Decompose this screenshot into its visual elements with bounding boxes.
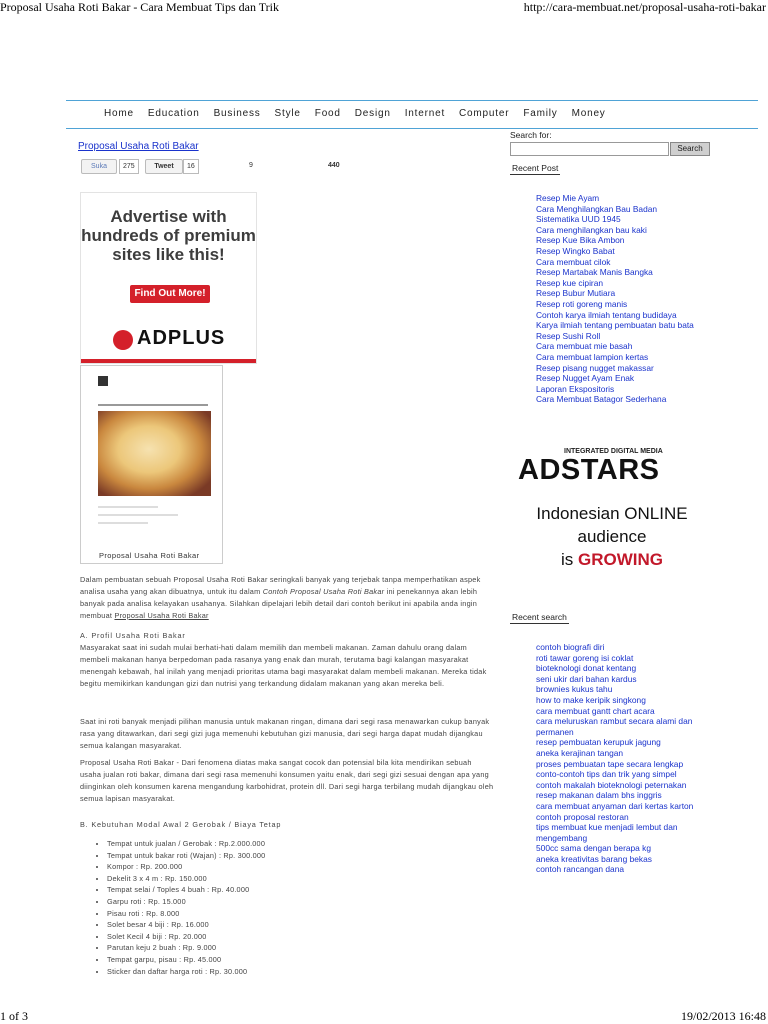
nav-style[interactable]: Style	[274, 108, 301, 119]
search-input[interactable]	[510, 142, 669, 156]
recent-post-link[interactable]: Cara membuat mie basah	[536, 341, 633, 352]
recent-search-link[interactable]: seni ukir dari bahan kardus	[536, 673, 637, 684]
recent-post-link[interactable]: Resep roti goreng manis	[536, 298, 628, 309]
list-item: • Solet besar 4 biji : Rp. 16.000	[107, 919, 265, 931]
doc-line	[98, 506, 158, 508]
recent-search-link[interactable]: contoh biografi diri	[536, 642, 605, 652]
top-nav	[66, 100, 758, 129]
adstars-message	[512, 502, 712, 571]
recent-post-link[interactable]: Cara Menghilangkan Bau Badan	[536, 203, 658, 214]
plus-count: 9	[246, 159, 256, 172]
nav-design[interactable]: Design	[354, 108, 391, 119]
recent-search-link[interactable]: cara meluruskan rambut secara alami dan permanen	[536, 716, 693, 737]
nav-money[interactable]: Money	[571, 108, 606, 119]
recent-search-link[interactable]: brownies kukus tahu	[536, 684, 613, 695]
ad-line-3a: is	[561, 550, 578, 569]
like-count: 275	[119, 159, 139, 174]
list-item: • Tempat selai / Toples 4 buah : Rp. 40.000	[107, 884, 265, 896]
p1-text-b: ini penekannya akan lebih banyak pada analisa kelayakan usahanya. Silahkan dipelajari lebih detail dari contoh berikut ini apabila anda ingin membuat	[80, 587, 478, 620]
recent-post-link[interactable]: Resep Martabak Manis Bangka	[536, 267, 653, 278]
recent-post-link[interactable]: Resep pisang nugget makassar	[536, 362, 654, 373]
recent-search-link[interactable]: proses pembuatan tape secara lengkap	[536, 758, 684, 769]
adplus-banner[interactable]	[80, 192, 257, 364]
recent-search-link[interactable]: how to make keripik singkong	[536, 694, 646, 705]
recent-post-link[interactable]: Resep Wingko Babat	[536, 245, 615, 256]
ad-line-2: audience	[577, 527, 647, 546]
share-count: 440	[325, 159, 343, 172]
recent-search-link[interactable]: roti tawar goreng isi coklat	[536, 652, 634, 663]
nav-family[interactable]: Family	[523, 108, 558, 119]
section-heading-b: B. Kebutuhan Modal Awal 2 Gerobak / Biaya Tetap	[80, 820, 282, 829]
search-label: Search for:	[510, 130, 552, 140]
recent-search-link[interactable]: contoh rancangan dana	[536, 864, 625, 875]
nav-home[interactable]: Home	[104, 108, 134, 119]
recent-post-link[interactable]: Cara membuat cilok	[536, 256, 611, 267]
nav-food[interactable]: Food	[314, 108, 341, 119]
recent-search-link[interactable]: bioteknologi donat kentang	[536, 663, 637, 674]
proposal-document-image[interactable]	[80, 365, 223, 564]
adstars-tagline: INTEGRATED DIGITAL MEDIA	[564, 448, 663, 455]
list-item: • Sticker dan daftar harga roti : Rp. 30.000	[107, 966, 265, 978]
recent-search-link[interactable]: contoh proposal restoran	[536, 811, 629, 822]
post-title-link[interactable]: Proposal Usaha Roti Bakar	[78, 141, 199, 152]
recent-search-link[interactable]: aneka kreativitas barang bekas	[536, 853, 652, 864]
tweet-button[interactable]: Tweet	[145, 159, 183, 174]
recent-post-link[interactable]: Cara menghilangkan bau kaki	[536, 224, 647, 235]
recent-search-link[interactable]: aneka kerajinan tangan	[536, 747, 624, 758]
list-item: • Dekelit 3 x 4 m : Rp. 150.000	[107, 873, 265, 885]
page-counter: 1 of 3	[0, 1009, 28, 1023]
list-item: • Garpu roti : Rp. 15.000	[107, 896, 265, 908]
cost-list	[96, 838, 265, 977]
recent-post-link[interactable]: Karya ilmiah tentang pembuatan batu bata	[536, 320, 694, 331]
nav-business[interactable]: Business	[213, 108, 261, 119]
p1-text-a: Dalam pembuatan sebuah Proposal Usaha Roti Bakar seringkali banyak yang terjebak tanpa memperhatikan aspek analisa usaha yang akan dibuatnya, untuk itu dalam	[80, 575, 481, 596]
recent-search-link[interactable]: conto-contoh tips dan trik yang simpel	[536, 769, 677, 780]
article-paragraph-2: Masyarakat saat ini sudah mulai berhati-hati dalam memilih dan membeli makanan. Zaman dahulu orang dalam membeli makanan hanya berpedoman pada rasanya yang enak dan murah, terutama bagi kalangan masyarakat menengah kebawah, hal inilah yang menjadi prioritas utama bagi masyarakat dalam membeli makanan. Mereka tidak begitu memikirkan kandungan gizi dan nutrisi yang terkandung didalam makanan yang akan mereka beli.	[80, 643, 487, 688]
recent-post-link[interactable]: Laporan Ekspositoris	[536, 383, 615, 394]
recent-search-link[interactable]: resep makanan dalam bhs inggris	[536, 790, 662, 801]
recent-search-link[interactable]: 500cc sama dengan berapa kg	[536, 843, 652, 854]
doc-logo-icon	[98, 376, 108, 386]
recent-post-link[interactable]: Resep Sushi Roll	[536, 330, 601, 341]
recent-post-link[interactable]: Cara Membuat Batagor Sederhana	[536, 394, 667, 405]
doc-line	[98, 522, 148, 524]
ad-line-3b: GROWING	[578, 550, 663, 569]
recent-post-link[interactable]: Resep Nugget Ayam Enak	[536, 373, 635, 384]
doc-rule	[98, 404, 208, 406]
recent-search-link[interactable]: cara membuat anyaman dari kertas karton	[536, 800, 694, 811]
page-title: Proposal Usaha Roti Bakar - Cara Membuat Tips dan Trik	[0, 0, 279, 14]
tweet-count: 16	[183, 159, 199, 174]
roti-bakar-photo	[98, 411, 211, 496]
recent-post-link[interactable]: Resep Mie Ayam	[536, 193, 600, 203]
recent-post-list	[536, 193, 716, 405]
recent-search-link[interactable]: contoh makalah bioteknologi peternakan	[536, 779, 687, 790]
find-out-more-button[interactable]: Find Out More!	[130, 285, 210, 303]
search-button[interactable]: Search	[670, 142, 710, 156]
list-item: • Tempat untuk jualan / Gerobak : Rp.2.000.000	[107, 838, 265, 850]
nav-internet[interactable]: Internet	[404, 108, 446, 119]
recent-search-heading: Recent search	[512, 612, 567, 622]
p1-link[interactable]: Proposal Usaha Roti Bakar	[114, 611, 209, 620]
p1-emphasis: Contoh Proposal Usaha Roti Bakar	[262, 587, 385, 596]
adstars-brand: ADSTARS	[518, 454, 660, 486]
list-item: • Parutan keju 2 buah : Rp. 9.000	[107, 942, 265, 954]
recent-search-link[interactable]: tips membuat kue menjadi lembut dan mengembang	[536, 822, 678, 843]
recent-post-link[interactable]: Resep Bubur Mutiara	[536, 288, 616, 299]
recent-post-heading: Recent Post	[512, 163, 559, 173]
nav-education[interactable]: Education	[147, 108, 200, 119]
print-datetime: 19/02/2013 16:48	[680, 1009, 766, 1023]
recent-post-link[interactable]: Contoh karya ilmiah tentang budidaya	[536, 309, 677, 320]
recent-post-link[interactable]: Cara membuat lampion kertas	[536, 351, 649, 362]
list-item: • Tempat garpu, pisau : Rp. 45.000	[107, 954, 265, 966]
doc-line	[98, 514, 178, 516]
recent-post-link[interactable]: Resep kue cipiran	[536, 277, 604, 288]
recent-post-link[interactable]: Resep Kue Bika Ambon	[536, 235, 625, 246]
nav-computer[interactable]: Computer	[459, 108, 510, 119]
article-paragraph-4: Proposal Usaha Roti Bakar - Dari fenomena diatas maka sangat cocok dan potensial bila kita mendirikan sebuah usaha jualan roti bakar, dimana dari segi rasa memenuhi konsumen yaitu enak, dari segi gizi sesuai dengan apa yang diinginkan oleh konsumen karena mengandung karbohidrat, protein dll. Dari segi harga terbilang mudah dijangkau oleh semua lapisan masyarakat.	[80, 758, 494, 803]
adplus-logo-icon	[113, 330, 133, 350]
recent-search-link[interactable]: cara membuat gantt chart acara	[536, 705, 655, 716]
ad-bottom-bar	[81, 359, 256, 363]
page-url[interactable]: http://cara-membuat.net/proposal-usaha-roti-bakar	[523, 0, 766, 14]
ad-line-3	[512, 548, 712, 571]
recent-post-link[interactable]: Sistematika UUD 1945	[536, 214, 621, 225]
recent-search-link[interactable]: resep pembuatan kerupuk jagung	[536, 737, 661, 748]
list-item: • Tempat untuk bakar roti (Wajan) : Rp. 300.000	[107, 850, 265, 862]
recent-search-list	[536, 642, 716, 875]
adplus-brand: ADPLUS	[137, 327, 226, 349]
ad-line-1: Indonesian ONLINE	[536, 504, 688, 523]
adstars-banner[interactable]	[512, 440, 712, 580]
article-paragraph-1	[80, 574, 495, 622]
ad-headline: Advertise with hundreds of premium sites like this!	[81, 207, 256, 264]
like-button[interactable]: Suka	[81, 159, 117, 174]
list-item: • Solet Kecil 4 biji : Rp. 20.000	[107, 931, 265, 943]
document-caption: Proposal Usaha Roti Bakar	[99, 551, 200, 560]
section-heading-a: A. Profil Usaha Roti Bakar	[80, 631, 186, 640]
list-item: • Kompor : Rp. 200.000	[107, 861, 265, 873]
list-item: • Pisau roti : Rp. 8.000	[107, 908, 265, 920]
article-paragraph-3: Saat ini roti banyak menjadi pilihan manusia untuk makanan ringan, dimana dari segi rasa menawarkan cukup banyak rasa yang ditawarkan, dari segi gizi juga memenuhi kebutuhan gizi manusia, dari segi harga dapat mudah dijangkau semua kalangan masyarakat.	[80, 717, 490, 750]
